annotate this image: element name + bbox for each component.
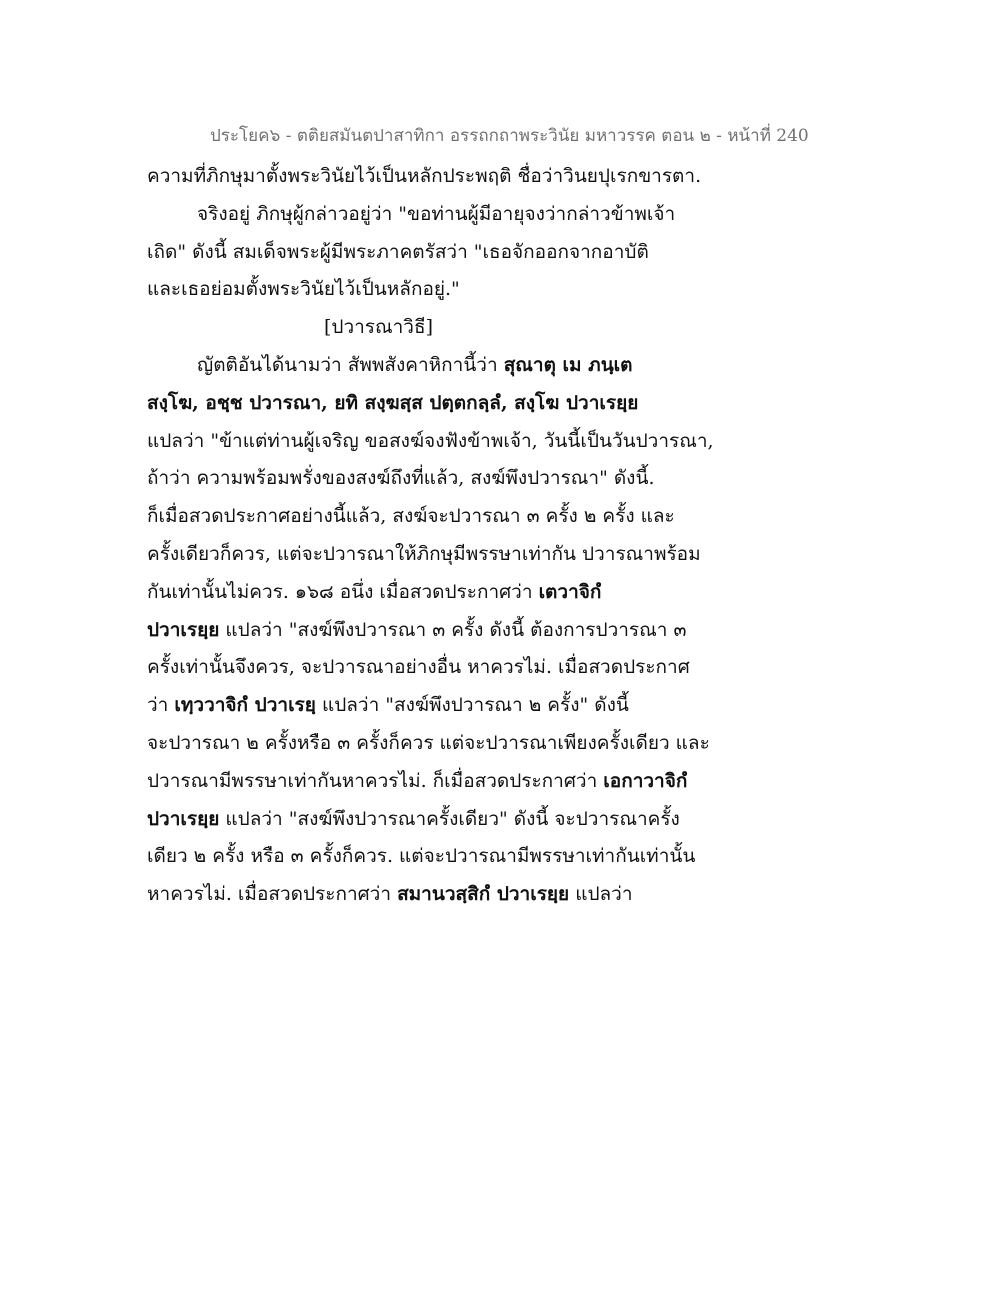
text-run: เดียว ๒ ครั้ง หรือ ๓ ครั้งก็ควร. แต่จะปวารณามีพรรษาเท่ากันเท่านั้น bbox=[147, 845, 696, 868]
text-run: [ปวารณาวิธี] bbox=[324, 316, 433, 339]
text-run: ก็เมื่อสวดประกาศอย่างนี้แล้ว, สงฆ์จะปวารณา ๓ ครั้ง ๒ ครั้ง และ bbox=[147, 505, 675, 528]
text-run: และเธอย่อมตั้งพระวินัยไว้เป็นหลักอยู่." bbox=[147, 278, 460, 301]
text-line bbox=[147, 271, 867, 309]
text-line bbox=[147, 347, 867, 385]
text-line bbox=[147, 838, 867, 876]
text-line bbox=[147, 649, 867, 687]
text-line bbox=[147, 385, 867, 423]
text-run: ครั้งเดียวก็ควร, แต่จะปวารณาให้ภิกษุมีพรรษาเท่ากัน ปวารณาพร้อม bbox=[147, 542, 701, 565]
pali-text: เทฺววาจิกํ ปวาเรยฺ bbox=[174, 694, 316, 717]
text-line bbox=[147, 158, 867, 196]
pali-text: สงฺโฆ, อชฺช ปวารณา, ยทิ สงฺฆสฺส ปตฺตกลฺลํ, สงฺโฆ ปวาเรยฺย bbox=[147, 391, 639, 414]
pali-text: เตวาจิกํ bbox=[538, 580, 602, 603]
text-run: แปลว่า bbox=[569, 883, 633, 906]
text-run: แปลว่า "ข้าแต่ท่านผู้เจริญ ขอสงฆ์จงฟังข้าพเจ้า, วันนี้เป็นวันปวารณา, bbox=[147, 429, 714, 452]
text-line bbox=[147, 498, 867, 536]
text-run: จะปวารณา ๒ ครั้งหรือ ๓ ครั้งก็ควร แต่จะปวารณาเพียงครั้งเดียว และ bbox=[147, 731, 710, 754]
pali-text: สมานวสฺสิกํ ปวาเรยฺย bbox=[397, 883, 570, 906]
text-line bbox=[147, 536, 867, 574]
text-run: แปลว่า "สงฆ์พึงปวารณาครั้งเดียว" ดังนี้ จะปวารณาครั้ง bbox=[219, 807, 680, 830]
text-run: จริงอยู่ ภิกษุผู้กล่าวอยู่ว่า "ขอท่านผู้มีอายุจงว่ากล่าวข้าพเจ้า bbox=[197, 202, 676, 225]
text-run: กันเท่านั้นไม่ควร. ๑๖๘ อนึ่ง เมื่อสวดประกาศว่า bbox=[147, 580, 539, 603]
text-run: ญัตติอันได้นามว่า สัพพสังคาหิกานี้ว่า bbox=[197, 353, 504, 376]
text-run: แปลว่า "สงฆ์พึงปวารณา ๓ ครั้ง ดังนี้ ต้องการปวารณา ๓ bbox=[219, 618, 687, 641]
text-line bbox=[147, 687, 867, 725]
text-line bbox=[147, 423, 867, 461]
text-line bbox=[147, 801, 867, 839]
text-run: ว่า bbox=[147, 694, 175, 717]
pali-text: ปวาเรยฺย bbox=[147, 618, 220, 641]
text-run: แปลว่า "สงฆ์พึงปวารณา ๒ ครั้ง" ดังนี้ bbox=[315, 694, 629, 717]
text-line bbox=[147, 460, 867, 498]
text-run: ปวารณามีพรรษาเท่ากันหาควรไม่. ก็เมื่อสวดประกาศว่า bbox=[147, 769, 604, 792]
text-run: เถิด" ดังนี้ สมเด็จพระผู้มีพระภาคตรัสว่า "เธอจักออกจากอาบัติ bbox=[147, 240, 649, 263]
page-header: ประโยค๖ - ตติยสมันตปาสาทิกา อรรถกถาพระวินัย มหาวรรค ตอน ๒ - หน้าที่ 240 bbox=[210, 126, 809, 146]
text-line bbox=[147, 234, 867, 272]
body-text bbox=[147, 158, 867, 914]
text-line bbox=[147, 196, 867, 234]
pali-text: ปวาเรยฺย bbox=[147, 807, 220, 830]
text-line bbox=[147, 612, 867, 650]
pali-text: เอกาวาจิกํ bbox=[603, 769, 688, 792]
text-run: ความที่ภิกษุมาตั้งพระวินัยไว้เป็นหลักประพฤติ ชื่อว่าวินยปุเรกขารตา. bbox=[147, 165, 702, 187]
text-line bbox=[147, 725, 867, 763]
section-heading bbox=[147, 309, 867, 347]
text-line bbox=[147, 876, 867, 914]
pali-text: สุณาตุ เม ภนฺเต bbox=[503, 353, 633, 376]
text-line bbox=[147, 763, 867, 801]
text-run: ครั้งเท่านั้นจึงควร, จะปวารณาอย่างอื่น หาควรไม่. เมื่อสวดประกาศ bbox=[147, 656, 690, 679]
text-line bbox=[147, 574, 867, 612]
text-run: หาควรไม่. เมื่อสวดประกาศว่า bbox=[147, 883, 398, 906]
text-run: ถ้าว่า ความพร้อมพรั่งของสงฆ์ถึงที่แล้ว, สงฆ์พึงปวารณา" ดังนี้. bbox=[147, 467, 655, 490]
